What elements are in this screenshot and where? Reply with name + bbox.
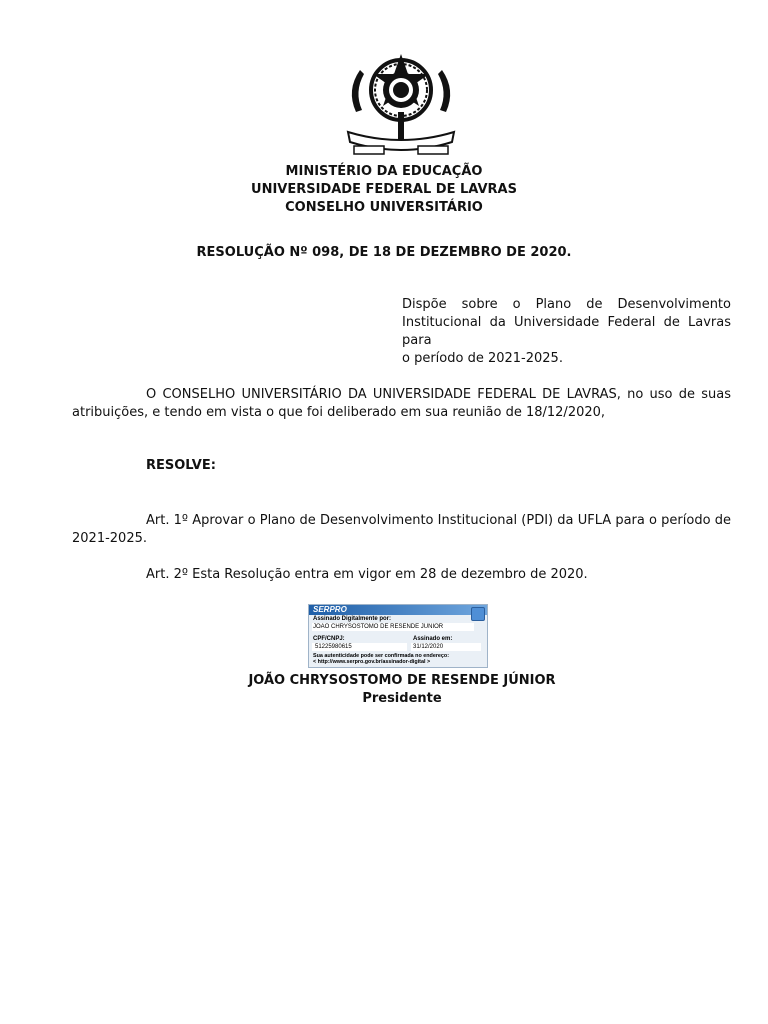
article-1 <box>72 512 731 548</box>
signed-by-label: Assinado Digitalmente por: <box>313 616 392 622</box>
signatory-block <box>0 672 768 708</box>
ministry-line: MINISTÉRIO DA EDUCAÇÃO <box>285 164 483 179</box>
summary-line-3: o período de 2021-2025. <box>402 351 563 366</box>
cpf-value: 51225980615 <box>315 644 352 650</box>
resolution-summary <box>402 296 731 368</box>
summary-line-1: Dispõe sobre o Plano de Desenvolvimento <box>402 297 731 312</box>
institution-header <box>0 163 768 217</box>
article-2-text: Art. 2º Esta Resolução entra em vigor em 28 de dezembro de 2020. <box>146 567 588 582</box>
preamble-line-1: O CONSELHO UNIVERSITÁRIO DA UNIVERSIDADE FEDERAL DE LAVRAS, no uso de suas <box>146 387 731 402</box>
serpro-logo: SERPRO <box>313 605 347 614</box>
preamble-paragraph <box>72 386 731 422</box>
article-1-line-1: Art. 1º Aprovar o Plano de Desenvolvimento Institucional (PDI) da UFLA para o período de <box>146 513 731 528</box>
article-2 <box>72 566 731 584</box>
signature-badge-icon <box>471 607 485 621</box>
cpf-label: CPF/CNPJ: <box>313 636 345 642</box>
authenticity-note: Sua autenticidade pode ser confirmada no endereço: <box>313 653 449 659</box>
council-line: CONSELHO UNIVERSITÁRIO <box>285 200 483 215</box>
digital-signature-stamp <box>308 604 488 668</box>
summary-line-2: Institucional da Universidade Federal de Lavras para <box>402 315 731 348</box>
resolution-title: RESOLUÇÃO Nº 098, DE 18 DE DEZEMBRO DE 2020. <box>196 245 572 260</box>
resolve-heading: RESOLVE: <box>146 458 216 473</box>
authenticity-url: < http://www.serpro.gov.br/assinador-digital > <box>313 659 431 665</box>
university-line: UNIVERSIDADE FEDERAL DE LAVRAS <box>251 182 517 197</box>
signer-name: JOAO CHRYSOSTOMO DE RESENDE JUNIOR <box>313 624 444 630</box>
preamble-line-2: atribuições, e tendo em vista o que foi deliberado em sua reunião de 18/12/2020, <box>72 405 606 420</box>
signatory-name: JOÃO CHRYSOSTOMO DE RESENDE JÚNIOR <box>248 673 556 688</box>
article-1-line-2: 2021-2025. <box>72 531 147 546</box>
signatory-role: Presidente <box>362 691 442 706</box>
signed-on-label: Assinado em: <box>413 636 453 642</box>
signed-on-value: 31/12/2020 <box>413 644 444 650</box>
coat-of-arms-icon <box>336 50 466 162</box>
